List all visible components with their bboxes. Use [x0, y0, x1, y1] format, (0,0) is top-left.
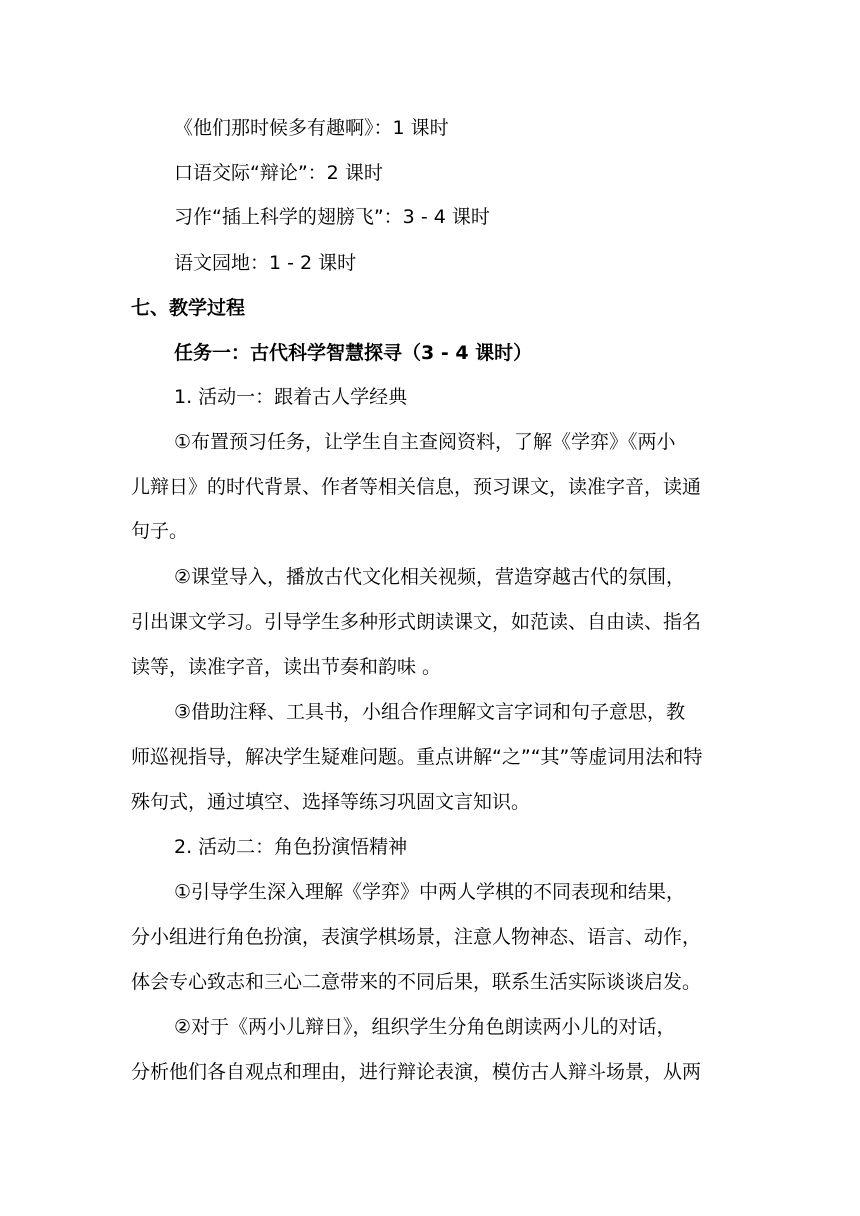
activity1-p2-line2: 引出课文学习。引导学生多种形式朗读课文，如范读、自由读、指名	[131, 611, 702, 633]
schedule-line-3: 习作“插上科学的翅膀飞”：3 - 4 课时	[174, 206, 490, 228]
activity1-p1-line3: 句子。	[131, 520, 189, 542]
activity2-p1-line1: ①引导学生深入理解《学弈》中两人学棋的不同表现和结果，	[174, 881, 686, 903]
activity2-title: 2. 活动二：角色扮演悟精神	[174, 836, 408, 858]
activity1-p2-line3: 读等，读准字音，读出节奏和韵味 。	[131, 656, 442, 678]
activity1-p3-line3: 殊句式，通过填空、选择等练习巩固文言知识。	[131, 791, 531, 813]
schedule-line-4: 语文园地：1 - 2 课时	[174, 252, 357, 274]
task-heading: 任务一：古代科学智慧探寻（3 - 4 课时）	[174, 342, 533, 364]
section-heading: 七、教学过程	[131, 297, 246, 319]
activity2-p2-line1: ②对于《两小儿辩日》，组织学生分角色朗读两小儿的对话，	[174, 1016, 676, 1038]
activity1-p3-line2: 师巡视指导，解决学生疑难问题。重点讲解“之”“其”等虚词用法和特	[131, 746, 703, 768]
activity1-p2-line1: ②课堂导入，播放古代文化相关视频，营造穿越古代的氛围，	[174, 566, 686, 588]
activity2-p1-line2: 分小组进行角色扮演，表演学棋场景，注意人物神态、语言、动作，	[131, 926, 702, 948]
activity2-p2-line2: 分析他们各自观点和理由，进行辩论表演，模仿古人辩斗场景，从两	[131, 1061, 702, 1083]
activity1-p1-line1: ①布置预习任务，让学生自主查阅资料，了解《学弈》《两小	[174, 431, 676, 453]
activity2-p1-line3: 体会专心致志和三心二意带来的不同后果，联系生活实际谈谈启发。	[131, 971, 702, 993]
activity1-p1-line2: 儿辩日》的时代背景、作者等相关信息，预习课文，读准字音，读通	[131, 476, 702, 498]
schedule-line-2: 口语交际“辩论”：2 课时	[174, 162, 383, 184]
schedule-line-1: 《他们那时候多有趣啊》：1 课时	[174, 117, 449, 139]
activity1-p3-line1: ③借助注释、工具书，小组合作理解文言字词和句子意思，教	[174, 701, 686, 723]
activity1-title: 1. 活动一：跟着古人学经典	[174, 386, 408, 408]
